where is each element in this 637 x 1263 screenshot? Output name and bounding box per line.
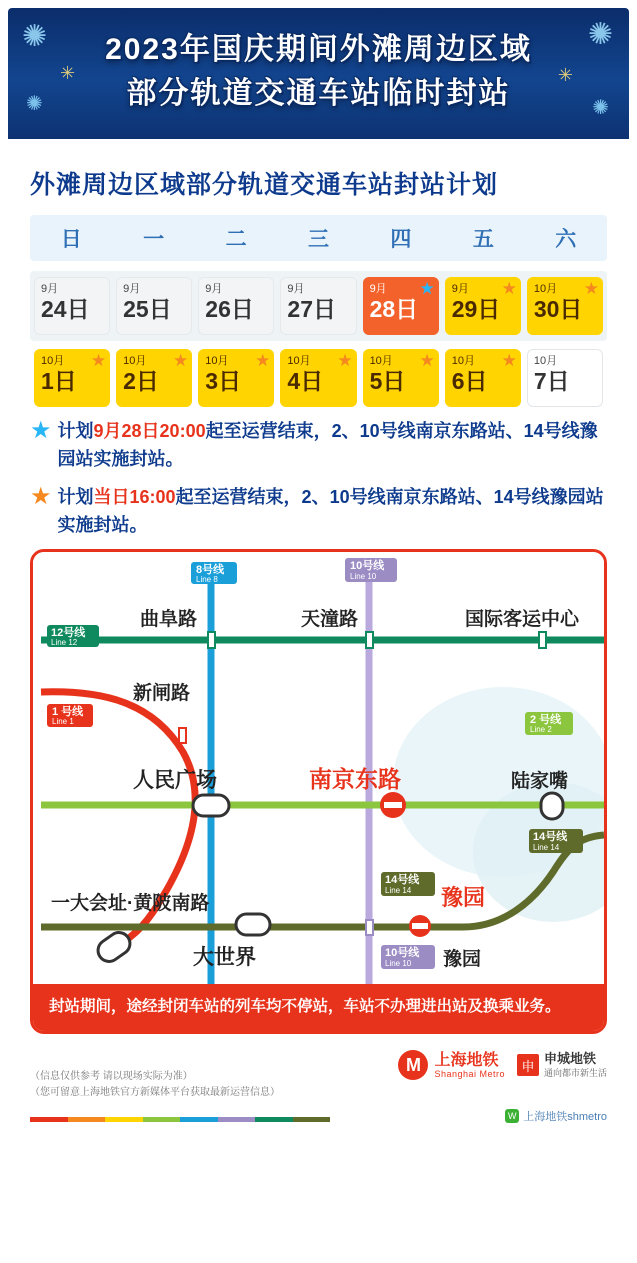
map-footer-note: 封站期间，途经封闭车站的列车均不停站，车站不办理进出站及换乘业务。 bbox=[33, 984, 604, 1031]
day-number: 28日 bbox=[369, 296, 419, 322]
station-label-closed: 豫园 bbox=[441, 885, 486, 910]
station-label: 人民广场 bbox=[133, 769, 217, 792]
note-item bbox=[30, 483, 607, 539]
calendar-day bbox=[527, 349, 603, 407]
day-number: 25日 bbox=[123, 296, 172, 322]
star-icon-orange: ★ bbox=[255, 351, 271, 370]
calendar-weekday-header bbox=[30, 215, 607, 261]
calendar-day-highlight bbox=[445, 349, 521, 407]
metro-logo-en: Shanghai Metro bbox=[434, 1068, 505, 1079]
weekday-label: 四 bbox=[390, 228, 412, 251]
calendar-day-highlight bbox=[34, 349, 110, 407]
note-highlight: 9月28日20:00 bbox=[93, 421, 206, 441]
star-icon-orange: ★ bbox=[501, 279, 517, 298]
note-prefix: 计划 bbox=[57, 487, 94, 507]
svg-text:Line 14: Line 14 bbox=[385, 886, 412, 895]
star-icon-orange: ★ bbox=[337, 351, 353, 370]
firework-icon: ✳ bbox=[60, 63, 76, 83]
day-number: 27日 bbox=[287, 296, 337, 322]
secondary-logo bbox=[517, 1052, 607, 1079]
svg-text:2 号线: 2 号线 bbox=[530, 714, 562, 726]
note-suffix: 起至运营结束，2、10号线南京东路站、14号线豫园站实施封站。 bbox=[57, 487, 604, 535]
day-number: 3日 bbox=[205, 368, 242, 394]
star-icon-blue: ★ bbox=[30, 417, 52, 444]
wechat-handle: 上海地铁shmetro bbox=[523, 1111, 607, 1123]
note-suffix: 起至运营结束，2、10号线南京东路站、14号线豫园站实施封站。 bbox=[57, 421, 598, 469]
day-month: 10月 bbox=[533, 355, 558, 367]
line-color-strip bbox=[30, 1117, 330, 1122]
secondary-logo-subtitle: 通向都市新生活 bbox=[543, 1067, 607, 1078]
day-month: 10月 bbox=[287, 355, 311, 367]
day-number: 30日 bbox=[533, 296, 583, 322]
day-number: 6日 bbox=[451, 368, 488, 394]
day-month: 9月 bbox=[205, 283, 223, 295]
day-number: 1日 bbox=[41, 368, 77, 394]
weekday-label: 日 bbox=[60, 228, 82, 251]
day-number: 7日 bbox=[533, 368, 570, 394]
note-text bbox=[58, 483, 607, 539]
day-month: 10月 bbox=[41, 355, 65, 367]
star-icon-blue: ★ bbox=[419, 279, 435, 298]
day-month: 10月 bbox=[369, 355, 393, 367]
note-item bbox=[30, 417, 607, 473]
header-banner bbox=[8, 8, 629, 139]
star-icon-orange: ★ bbox=[501, 351, 517, 370]
star-icon-orange: ★ bbox=[419, 351, 435, 370]
station-label: 天潼路 bbox=[301, 609, 359, 630]
day-number: 24日 bbox=[41, 296, 90, 322]
calendar-row bbox=[30, 349, 607, 407]
calendar-day bbox=[198, 277, 274, 335]
star-icon-orange: ★ bbox=[583, 279, 599, 298]
wechat-icon: W bbox=[505, 1109, 519, 1123]
metro-map bbox=[30, 549, 607, 1034]
note-text bbox=[58, 417, 607, 473]
calendar-day-highlight bbox=[445, 277, 521, 335]
firework-icon: ✺ bbox=[26, 93, 43, 115]
logo-group bbox=[398, 1050, 607, 1080]
svg-text:12号线: 12号线 bbox=[51, 627, 86, 639]
secondary-logo-icon: 申 bbox=[517, 1054, 539, 1076]
weekday-label: 一 bbox=[143, 228, 165, 251]
station-label: 豫园 bbox=[443, 949, 482, 970]
no-entry-icon bbox=[380, 792, 406, 818]
svg-text:14号线: 14号线 bbox=[385, 874, 420, 886]
disclaimer-line1: （信息仅供参考 请以现场实际为准） bbox=[30, 1071, 193, 1082]
station-label: 大世界 bbox=[193, 946, 256, 969]
station-label: 陆家嘴 bbox=[511, 771, 569, 792]
calendar-day bbox=[34, 277, 110, 335]
calendar-day-highlight bbox=[527, 277, 603, 335]
weekday-label: 三 bbox=[307, 228, 329, 251]
day-month: 10月 bbox=[533, 283, 558, 295]
metro-mark-icon: M bbox=[398, 1050, 428, 1080]
metro-map-canvas bbox=[33, 552, 604, 984]
day-number: 29日 bbox=[451, 296, 501, 322]
calendar-day-highlight bbox=[363, 349, 439, 407]
calendar-day-highlight bbox=[198, 349, 274, 407]
page-title: 外滩周边区域部分轨道交通车站封站计划 bbox=[30, 171, 499, 199]
station-label: 新闸路 bbox=[133, 683, 191, 704]
day-number: 26日 bbox=[205, 296, 254, 322]
firework-icon: ✳ bbox=[557, 65, 573, 85]
calendar-day bbox=[116, 277, 192, 335]
station-label: 曲阜路 bbox=[140, 609, 198, 630]
notes-list bbox=[30, 417, 607, 539]
station-label-closed: 南京东路 bbox=[309, 766, 401, 792]
day-month: 9月 bbox=[287, 283, 305, 295]
shanghai-metro-logo bbox=[398, 1050, 505, 1080]
svg-text:1 号线: 1 号线 bbox=[52, 706, 84, 718]
station-label: 国际客运中心 bbox=[465, 609, 580, 630]
note-prefix: 计划 bbox=[57, 421, 94, 441]
svg-text:Line 2: Line 2 bbox=[530, 725, 552, 734]
disclaimer bbox=[30, 1069, 330, 1101]
metro-logo-cn: 上海地铁 bbox=[434, 1051, 499, 1069]
star-icon-orange: ★ bbox=[90, 351, 107, 370]
svg-text:Line 10: Line 10 bbox=[350, 572, 377, 581]
day-month: 9月 bbox=[41, 283, 59, 295]
footer-bar bbox=[30, 1044, 607, 1126]
svg-text:Line 14: Line 14 bbox=[533, 843, 560, 852]
calendar-day bbox=[280, 277, 356, 335]
disclaimer-line2: （您可留意上海地铁官方新媒体平台获取最新运营信息） bbox=[30, 1087, 280, 1098]
day-number: 5日 bbox=[369, 368, 406, 394]
content-card bbox=[8, 139, 629, 1126]
day-month: 9月 bbox=[123, 283, 141, 295]
day-month: 9月 bbox=[451, 283, 469, 295]
svg-text:Line 10: Line 10 bbox=[385, 959, 412, 968]
star-icon-orange: ★ bbox=[173, 351, 189, 370]
calendar-day-highlight bbox=[280, 349, 356, 407]
star-icon-orange: ★ bbox=[30, 483, 52, 510]
svg-text:14号线: 14号线 bbox=[533, 831, 568, 843]
weekday-label: 二 bbox=[225, 228, 247, 251]
svg-text:8号线: 8号线 bbox=[196, 564, 225, 576]
day-number: 2日 bbox=[123, 368, 159, 394]
calendar-row bbox=[30, 271, 607, 341]
firework-icon: ✺ bbox=[587, 18, 613, 51]
calendar-day-highlight bbox=[116, 349, 192, 407]
day-number: 4日 bbox=[287, 368, 324, 394]
secondary-logo-title: 申城地铁 bbox=[543, 1050, 596, 1066]
firework-icon: ✺ bbox=[592, 97, 609, 119]
svg-text:10号线: 10号线 bbox=[385, 947, 420, 959]
banner-title-line2: 部分轨道交通车站临时封站 bbox=[126, 77, 511, 110]
svg-text:10号线: 10号线 bbox=[350, 560, 385, 572]
banner-title-line1: 2023年国庆期间外滩周边区域 bbox=[105, 33, 532, 66]
svg-text:Line 8: Line 8 bbox=[196, 575, 218, 584]
note-highlight: 当日16:00 bbox=[93, 487, 176, 507]
day-month: 10月 bbox=[123, 355, 147, 367]
weekday-label: 六 bbox=[555, 228, 577, 251]
day-month: 10月 bbox=[205, 355, 229, 367]
svg-text:Line 12: Line 12 bbox=[51, 638, 78, 647]
weekday-label: 五 bbox=[472, 228, 494, 251]
firework-icon: ✺ bbox=[22, 20, 48, 53]
svg-text:Line 1: Line 1 bbox=[52, 717, 74, 726]
day-month: 9月 bbox=[369, 283, 387, 295]
station-label: 一大会址·黄陂南路 bbox=[51, 893, 210, 914]
day-month: 10月 bbox=[451, 355, 475, 367]
wechat-account bbox=[505, 1108, 607, 1124]
banner-title bbox=[8, 28, 629, 119]
no-entry-icon bbox=[409, 915, 431, 937]
calendar-day-highlight bbox=[363, 277, 439, 335]
